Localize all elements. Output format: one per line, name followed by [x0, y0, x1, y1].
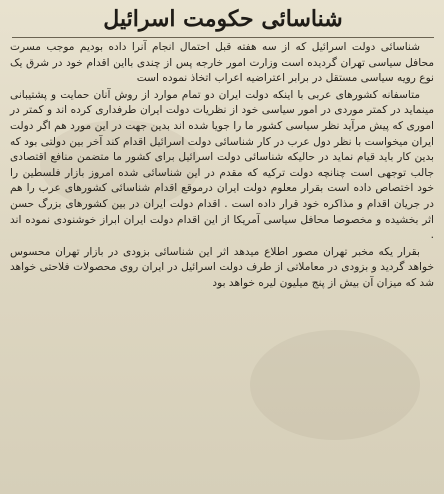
article-headline: شناسائی حکومت اسرائیل	[103, 6, 343, 32]
article-paragraph-2: متاسفانه کشورهای عربی با اینکه دولت ایران دو تمام موارد از روش آنان حمایت و پشتیبانی مینماید در کمتر موردی در امور سیاسی خود از نظریات دولت ایران طرفداری کرده اند و کمتر در اموری که پیش مرآید نظر سیاسی کشور ما را جویا شده اند بدین جهت در این مورد هم اگر دولت ایران میخواست با نظر دول عرب در کار شناسائی دولت اسرائیل اقدام کند آخر بین دولتی بود که بدین کار باید قیام نماید در حالیکه شناسائی دولت اسرائیل برای کشور ما متضمن منافع اقتصادی جالب توجهی است چنانچه دولت ترکیه که مقدم در این شناسائی شده امروز بازار فلسطین را خود اختصاص داده است بقرار معلوم دولت ایران درموقع اقدام شناسائی کشورهای عرب را هم در جریان اقدام و مذاکره خود قرار داده است . اقدام دولت ایران در بین کشورهای بزرگ حسن اثر بخشیده و مخصوصا محافل سیاسی آمریکا از این اقدام دولت ایران ابراز خوشنودی نموده اند .	[10, 88, 434, 242]
article-body	[10, 40, 434, 494]
headline-rule	[12, 37, 434, 38]
article-paragraph-3: بقرار یکه مخبر تهران مصور اطلاع میدهد اثر این شناسائی بزودی در بازار تهران محسوس خواهد گردید و بزودی در معاملاتی از طرف دولت اسرائیل در ایران روی محصولات فلاحتی خواهد شد که میزان آن بیش از پنج میلیون لیره خواهد بود	[10, 245, 434, 289]
article-paragraph-1: شناسائی دولت اسرائیل که از سه هفته قبل احتمال انجام آنرا داده بودیم موجب مسرت محافل سیاسی تهران گردیده است وزارت امور خارجه پس از چندی بااین اقدام خود در شرق یک نوع رویه سیاسی مستقل در برابر اعتراضیه اعراب اتخاذ نموده است	[10, 41, 434, 85]
